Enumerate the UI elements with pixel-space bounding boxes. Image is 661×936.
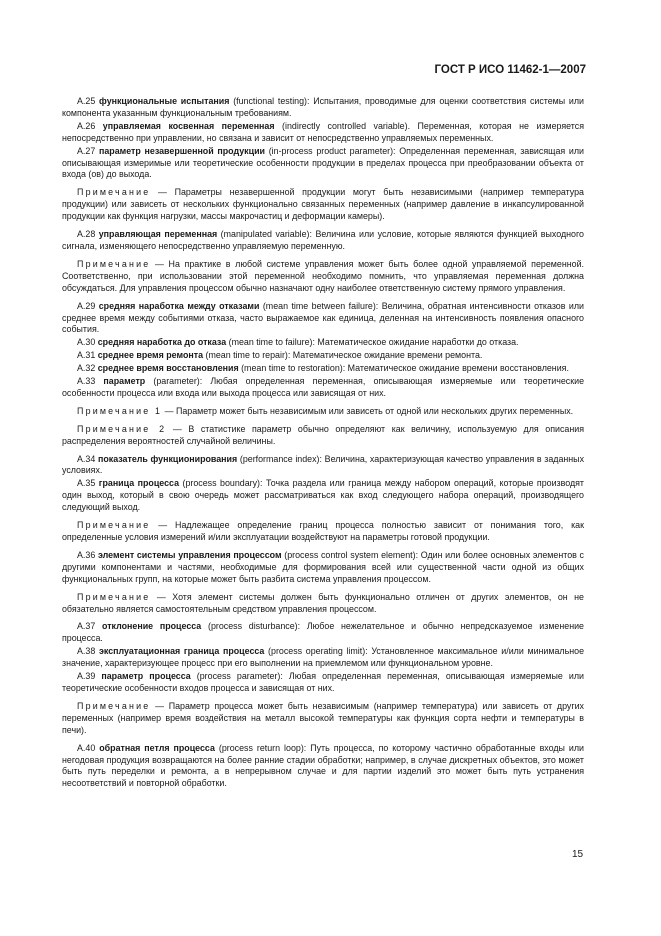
entry-a31: А.31 среднее время ремонта (mean time to repair): Математическое ожидание времени ремонта. [77, 350, 483, 361]
entry-a35: А.35 граница процесса (process boundary): Точка раздела или граница между набором операций, которые производят один выход, который в свою очередь может рассматриваться как вход следующего набора операций, производящего следующий выход. [62, 478, 584, 513]
page-number: 15 [572, 849, 584, 860]
entry-a29: А.29 средняя наработка между отказами (mean time between failure): Величина, обратная интенсивности отказов или среднее время между событиями отказа, часто выражаемое как единица, деленная на интенсивность появления опасного события. [62, 300, 584, 335]
term: показатель функционирования [97, 453, 238, 464]
term: средняя наработка до отказа [97, 337, 227, 348]
term: среднее время ремонта [97, 350, 204, 361]
term: граница процесса [98, 478, 180, 489]
note: Примечание — Параметры незавершенной продукции могут быть независимыми (например температура продукции) или зависеть от нескольких функционально связанных переменных (например давление в инкапсулированной продукции как функция нагрузки, массы макрочастиц и деформации камеры). [62, 187, 584, 222]
term: отклонение процесса [102, 621, 202, 632]
entry-a34: А.34 показатель функционирования (performance index): Величина, характеризующая качество управления в заданных условиях. [62, 453, 585, 476]
note: Примечание — Надлежащее определение границ процесса полностью зависит от понимания того, как определенные условия измерений и/или эксплуатации воздействуют на параметры готовой продукции. [62, 520, 584, 542]
term: элемент системы управления процессом [97, 549, 282, 560]
term: параметр незавершенной продукции [99, 145, 265, 156]
note: Примечание — Параметр процесса может быть независимым (например температура) или зависеть от других переменных (например время воздействия на металл высокой температуры как функция сорта нефти и температуры в печи). [62, 700, 584, 735]
entry-a30: А.30 средняя наработка до отказа (mean time to failure): Математическое ожидание наработки до отказа. [77, 337, 519, 348]
term: параметр [103, 376, 146, 387]
term: эксплуатационная граница процесса [98, 646, 265, 657]
entry-a26: А.26 управляемая косвенная переменная (indirectly controlled variable). Переменная, которая не измеряется непосредственно при управлении, но связана и зависит от непосредственно управляемых переменных. [62, 120, 584, 143]
entry-a28: А.28 управляющая переменная (manipulated variable): Величина или условие, которые являются функцией выходного сигнала, изменяющего непосредственно управляемую переменную. [62, 229, 584, 251]
term: обратная петля процесса [99, 742, 215, 753]
note: Примечание 2 — В статистике параметр обычно определяют как величину, используемую для описания распределения вероятностей случайной величины. [62, 423, 585, 446]
entry-a32: А.32 среднее время восстановления (mean time to restoration): Математическое ожидание времени восстановления. [77, 363, 569, 374]
entry-a36: А.36 элемент системы управления процессом (process control system element): Один или более основных элементов с другими компонентами и частями, необходимые для формирования всей или существенной части одной из общих функциональных групп, на которые может быть разбита система управления процессом. [62, 549, 584, 584]
term: управляемая косвенная переменная [102, 120, 275, 131]
entry-a40: А.40 обратная петля процесса (process return loop): Путь процесса, по которому частично обработанные входы или негодовая продукция возвращаются на более ранние стадии обработки; например, в случае дискретных объектов, это может быть путь переделки и ремонта, а в непрерывном случае и для партии изделий это может быть путь устранения несоответствий и повторной обработки. [62, 742, 584, 789]
entry-a37: А.37 отклонение процесса (process disturbance): Любое нежелательное и обычно непредсказуемое изменение процесса. [62, 621, 584, 644]
entry-a38: А.38 эксплуатационная граница процесса (process operating limit): Установленное максимальное и/или минимальное значение, характеризующее процесс при его выполнении на приемлемом или функциональном уровне. [62, 646, 584, 669]
document-body [62, 96, 584, 791]
note: Примечание — Хотя элемент системы должен быть функционально отличен от других элементов, он не обязательно является самостоятельным средством управления процессом. [62, 591, 584, 614]
document-header: ГОСТ Р ИСО 11462-1—2007 [434, 64, 586, 76]
entry-a25: А.25 функциональные испытания (functional testing): Испытания, проводимые для оценки соответствия системы или компонента указанным функциональным требованиям. [62, 96, 585, 118]
entry-a33: А.33 параметр (parameter): Любая определенная переменная, описывающая измеряемые или теоретические особенности процесса или входа или выхода процесса или зависящая от них. [62, 376, 585, 398]
entry-a39: А.39 параметр процесса (process parameter): Любая определенная переменная, описывающая измеряемые или теоретические особенности входов процесса и зависящая от них. [62, 671, 585, 693]
term: параметр процесса [101, 671, 191, 682]
term: средняя наработка между отказами [98, 300, 260, 311]
term: функциональные испытания [99, 96, 230, 106]
note: Примечание — На практике в любой системе управления может быть более одной управляемой переменной. Соответственно, при использовании этой переменной необходимо помнить, что управляемая переменная должна обсуждаться. Для управления процессом обычно назначают одну наиболее ответственную систему прямого управления. [62, 258, 584, 293]
entry-a27: А.27 параметр незавершенной продукции (in-process product parameter): Определенная переменная, зависящая или описывающая измеримые или теоретические особенности продукции в пределах процесса при преобразовании объекта от входа (ов) до выхода. [62, 145, 584, 180]
term: управляющая переменная [98, 229, 218, 240]
term: среднее время восстановления [97, 363, 239, 374]
note: Примечание 1 — Параметр может быть независимым или зависеть от одной или нескольких других переменных. [77, 405, 574, 416]
